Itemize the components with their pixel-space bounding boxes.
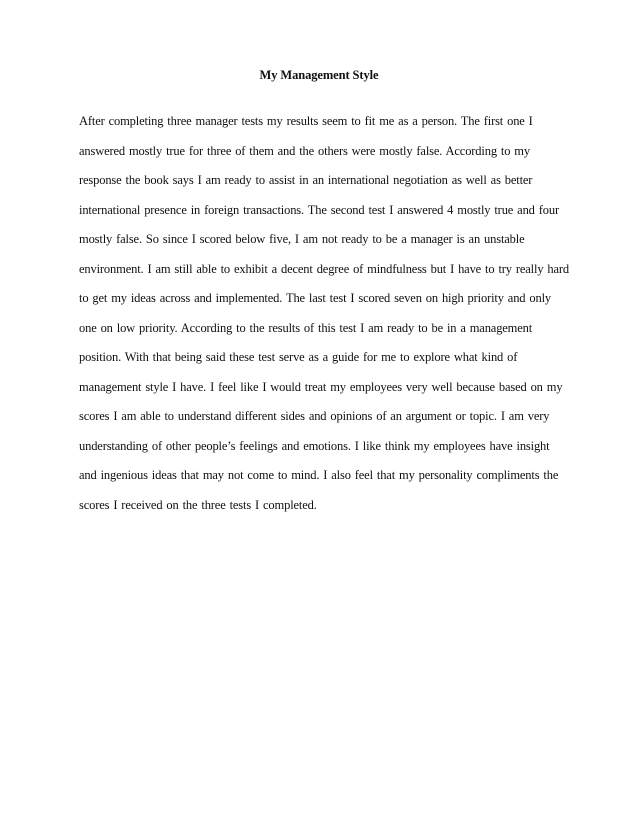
body-line-14: scores I received on the three tests I completed. — [79, 497, 317, 512]
body-line-6: environment. I am still able to exhibit a decent degree of mindfulness but I have to try really hard — [79, 261, 570, 276]
body-line-4: international presence in foreign transactions. The second test I answered 4 mostly true and four — [79, 202, 559, 217]
document-title: My Management Style — [259, 68, 379, 82]
body-line-10: management style I have. I feel like I would treat my employees very well because based on my — [79, 379, 563, 394]
body-line-9: position. With that being said these test serve as a guide for me to explore what kind of — [79, 350, 518, 364]
body-line-2: answered mostly true for three of them and the others were mostly false. According to my — [79, 143, 530, 158]
body-line-3: response the book says I am ready to assist in an international negotiation as well as better — [79, 173, 533, 187]
body-line-1: After completing three manager tests my results seem to fit me as a person. The first one I — [79, 114, 533, 128]
body-line-13: and ingenious ideas that may not come to mind. I also feel that my personality compliments the — [79, 468, 559, 482]
body-line-11: scores I am able to understand different sides and opinions of an argument or topic. I am very — [79, 409, 550, 423]
body-line-8: one on low priority. According to the results of this test I am ready to be in a management — [79, 320, 533, 335]
body-line-7: to get my ideas across and implemented. The last test I scored seven on high priority and only — [79, 291, 552, 305]
body-line-5: mostly false. So since I scored below five, I am not ready to be a manager is an unstable — [79, 232, 525, 246]
body-line-12: understanding of other people’s feelings and emotions. I like think my employees have insight — [79, 438, 550, 453]
document-body — [79, 113, 579, 526]
